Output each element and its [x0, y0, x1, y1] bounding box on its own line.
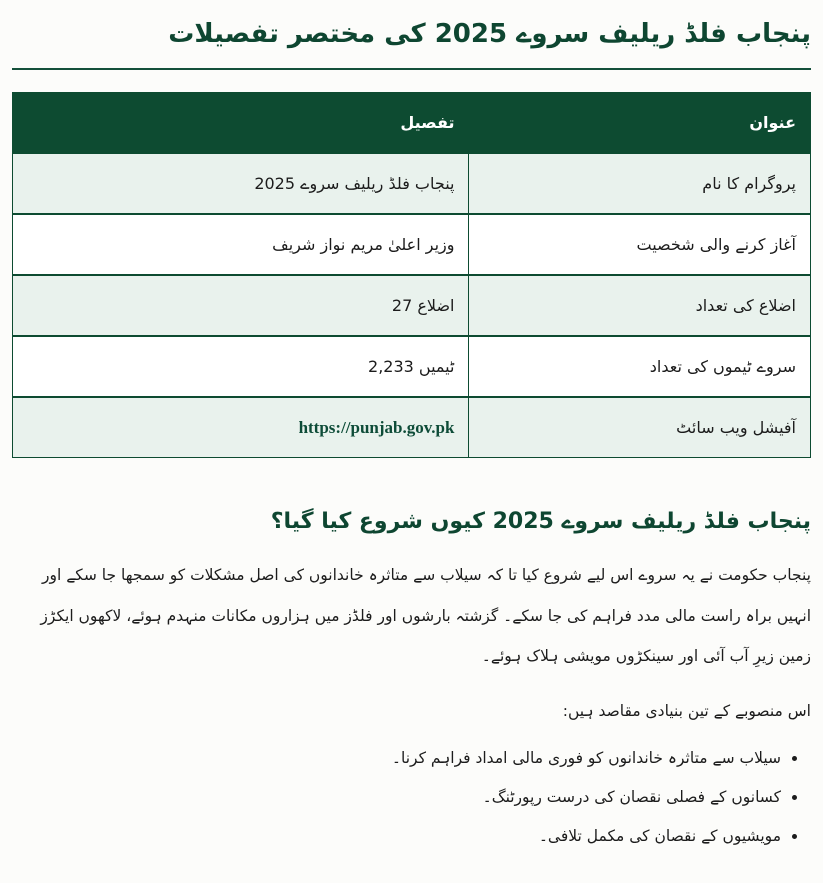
row-label-text: آغاز کرنے والی شخصیت: [636, 234, 796, 254]
table-row: [13, 275, 811, 336]
title-divider: [12, 68, 811, 70]
row-label-text: پروگرام کا نام: [702, 173, 796, 193]
row-label: [469, 397, 811, 458]
row-label-text: اضلاع کی تعداد: [695, 295, 796, 315]
row-value-text: پنجاب فلڈ ریلیف سروے 2025: [254, 173, 455, 193]
table-row: [13, 336, 811, 397]
row-value-text: وزیر اعلیٰ مریم نواز شریف: [272, 234, 455, 254]
row-label: [469, 336, 811, 397]
column-header-detail: تفصیل: [13, 93, 469, 153]
table-row: [13, 214, 811, 275]
objective-item: • سیلاب سے متاثرہ خاندانوں کو فوری مالی امداد فراہم کرنا۔: [12, 746, 781, 771]
objectives-list: [12, 746, 811, 848]
section-heading: پنجاب فلڈ ریلیف سروے 2025 کیوں شروع کیا گیا؟: [270, 509, 811, 535]
row-label-text: سروے ٹیموں کی تعداد: [649, 356, 796, 376]
table-row: [13, 397, 811, 458]
row-value: [13, 214, 469, 275]
row-label-text: آفیشل ویب سائٹ: [676, 418, 796, 438]
objectives-intro: اس منصوبے کے تین بنیادی مقاصد ہیں:: [562, 702, 811, 721]
row-label: [469, 214, 811, 275]
row-label: [469, 153, 811, 214]
table-row: [13, 153, 811, 214]
table-header-row: [13, 93, 811, 153]
row-value: [13, 275, 469, 336]
objective-item: • کسانوں کے فصلی نقصان کی درست رپورٹنگ۔: [12, 785, 781, 810]
survey-details-table: [12, 92, 811, 458]
row-value: [13, 153, 469, 214]
row-value: [13, 397, 469, 458]
objective-item: • مویشیوں کے نقصان کی مکمل تلافی۔: [12, 824, 781, 849]
row-value-text: 27 اضلاع: [391, 295, 455, 315]
row-value: [13, 336, 469, 397]
website-link[interactable]: https://punjab.gov.pk: [298, 417, 455, 437]
row-label: [469, 275, 811, 336]
intro-paragraph: پنجاب حکومت نے یہ سروے اس لیے شروع کیا تا کہ سیلاب سے متاثرہ خاندانوں کی اصل مشکلات کو سمجھا جا سکے اور انہیں براہ راست مالی مدد فراہم کی جا سکے۔ گزشتہ بارشوں اور فلڈز میں ہزاروں مکانات منہدم ہوئے، لاکھوں ایکڑز زمین زیرِ آب آئی اور سینکڑوں مویشی ہلاک ہوئے۔: [40, 566, 811, 666]
column-header-title: عنوان: [469, 93, 811, 153]
page-title: پنجاب فلڈ ریلیف سروے 2025 کی مختصر تفصیلات: [168, 19, 811, 49]
row-value-text: 2,233 ٹیمیں: [368, 356, 455, 376]
